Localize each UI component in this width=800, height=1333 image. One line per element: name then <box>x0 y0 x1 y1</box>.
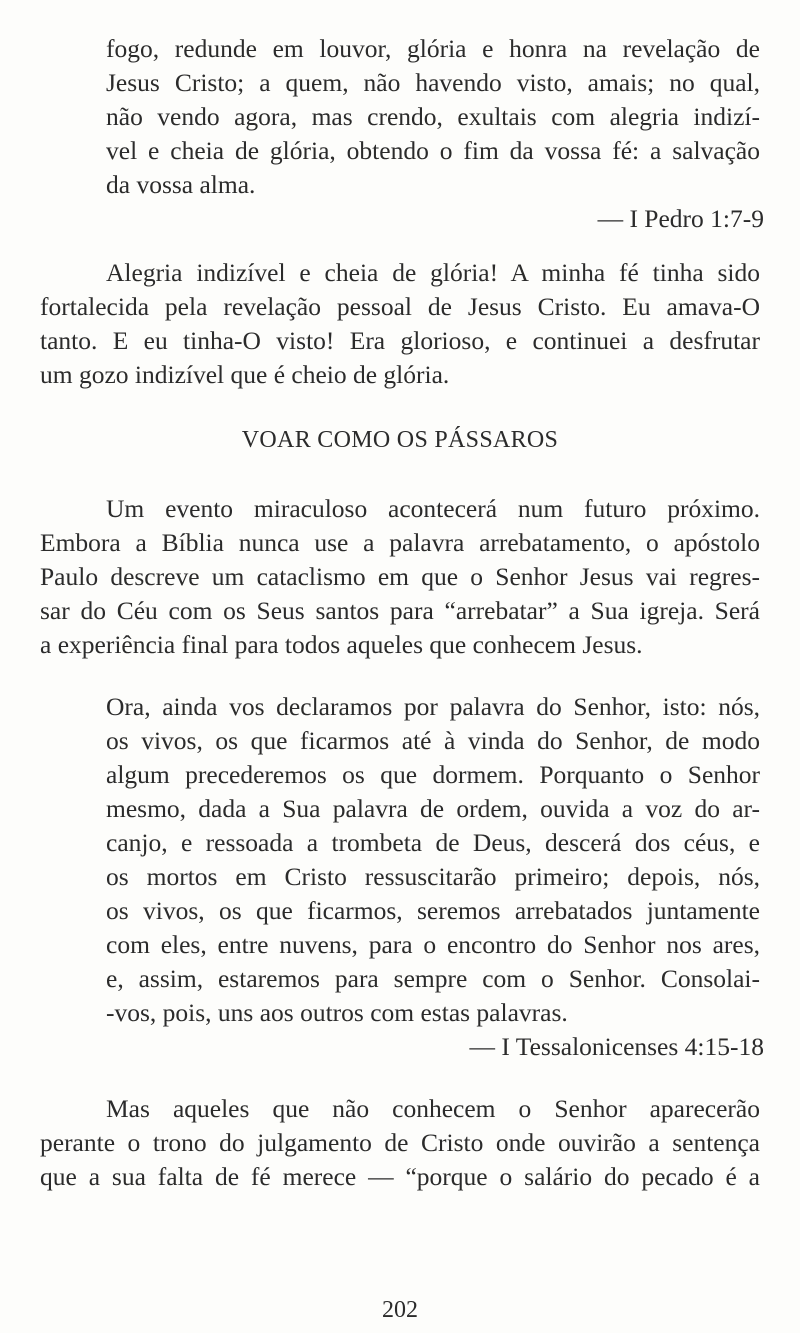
paragraph-line: fortalecida pela revelação pessoal de Jesus Cristo. Eu amava-O <box>40 292 760 321</box>
quote-line: fogo, redunde em louvor, glória e honra na revelação de <box>106 34 760 63</box>
paragraph-line: Paulo descreve um cataclismo em que o Senhor Jesus vai regres- <box>40 562 760 591</box>
paragraph-line: perante o trono do julgamento de Cristo onde ouvirão a sentença <box>40 1128 760 1157</box>
quote-line: -vos, pois, uns aos outros com estas palavras. <box>106 998 568 1027</box>
quote-line: da vossa alma. <box>106 170 256 199</box>
quote-line: mesmo, dada a Sua palavra de ordem, ouvida a voz do ar- <box>106 794 760 823</box>
quote-line: os vivos, os que ficarmos, seremos arrebatados juntamente <box>106 896 760 925</box>
quote-line: os mortos em Cristo ressuscitarão primeiro; depois, nós, <box>106 862 760 891</box>
quote-line: os vivos, os que ficarmos até à vinda do Senhor, de modo <box>106 726 760 755</box>
quote-line: Jesus Cristo; a quem, não havendo visto, amais; no qual, <box>106 68 760 97</box>
quote-line: e, assim, estaremos para sempre com o Senhor. Consolai- <box>106 964 760 993</box>
quote-line: vel e cheia de glória, obtendo o fim da vossa fé: a salvação <box>106 136 760 165</box>
paragraph-line: tanto. E eu tinha-O visto! Era glorioso, e continuei a desfrutar <box>40 326 760 355</box>
page-number: 202 <box>382 1297 418 1323</box>
quote-line: algum precederemos os que dormem. Porquanto o Senhor <box>106 760 760 789</box>
paragraph-line: sar do Céu com os Seus santos para “arrebatar” a Sua igreja. Será <box>40 596 760 625</box>
paragraph-line: Mas aqueles que não conhecem o Senhor aparecerão <box>106 1094 760 1123</box>
paragraph-line: Um evento miraculoso acontecerá num futuro próximo. <box>106 494 760 523</box>
paragraph-line: Alegria indizível e cheia de glória! A minha fé tinha sido <box>106 258 760 287</box>
section-heading: VOAR COMO OS PÁSSAROS <box>241 427 559 453</box>
paragraph-line: que a sua falta de fé merece — “porque o salário do pecado é a <box>40 1162 760 1191</box>
quote-citation: — I Tessalonicenses 4:15-18 <box>469 1032 764 1061</box>
quote-line: canjo, e ressoada a trombeta de Deus, descerá dos céus, e <box>106 828 760 857</box>
paragraph-line: a experiência final para todos aqueles que conhecem Jesus. <box>40 630 643 659</box>
quote-citation: — I Pedro 1:7-9 <box>597 204 764 233</box>
paragraph-line: um gozo indizível que é cheio de glória. <box>40 360 450 389</box>
quote-line: com eles, entre nuvens, para o encontro do Senhor nos ares, <box>106 930 760 959</box>
quote-line: não vendo agora, mas crendo, exultais com alegria indizí- <box>106 102 760 131</box>
quote-line: Ora, ainda vos declaramos por palavra do Senhor, isto: nós, <box>106 692 760 721</box>
paragraph-line: Embora a Bíblia nunca use a palavra arrebatamento, o apóstolo <box>40 528 760 557</box>
